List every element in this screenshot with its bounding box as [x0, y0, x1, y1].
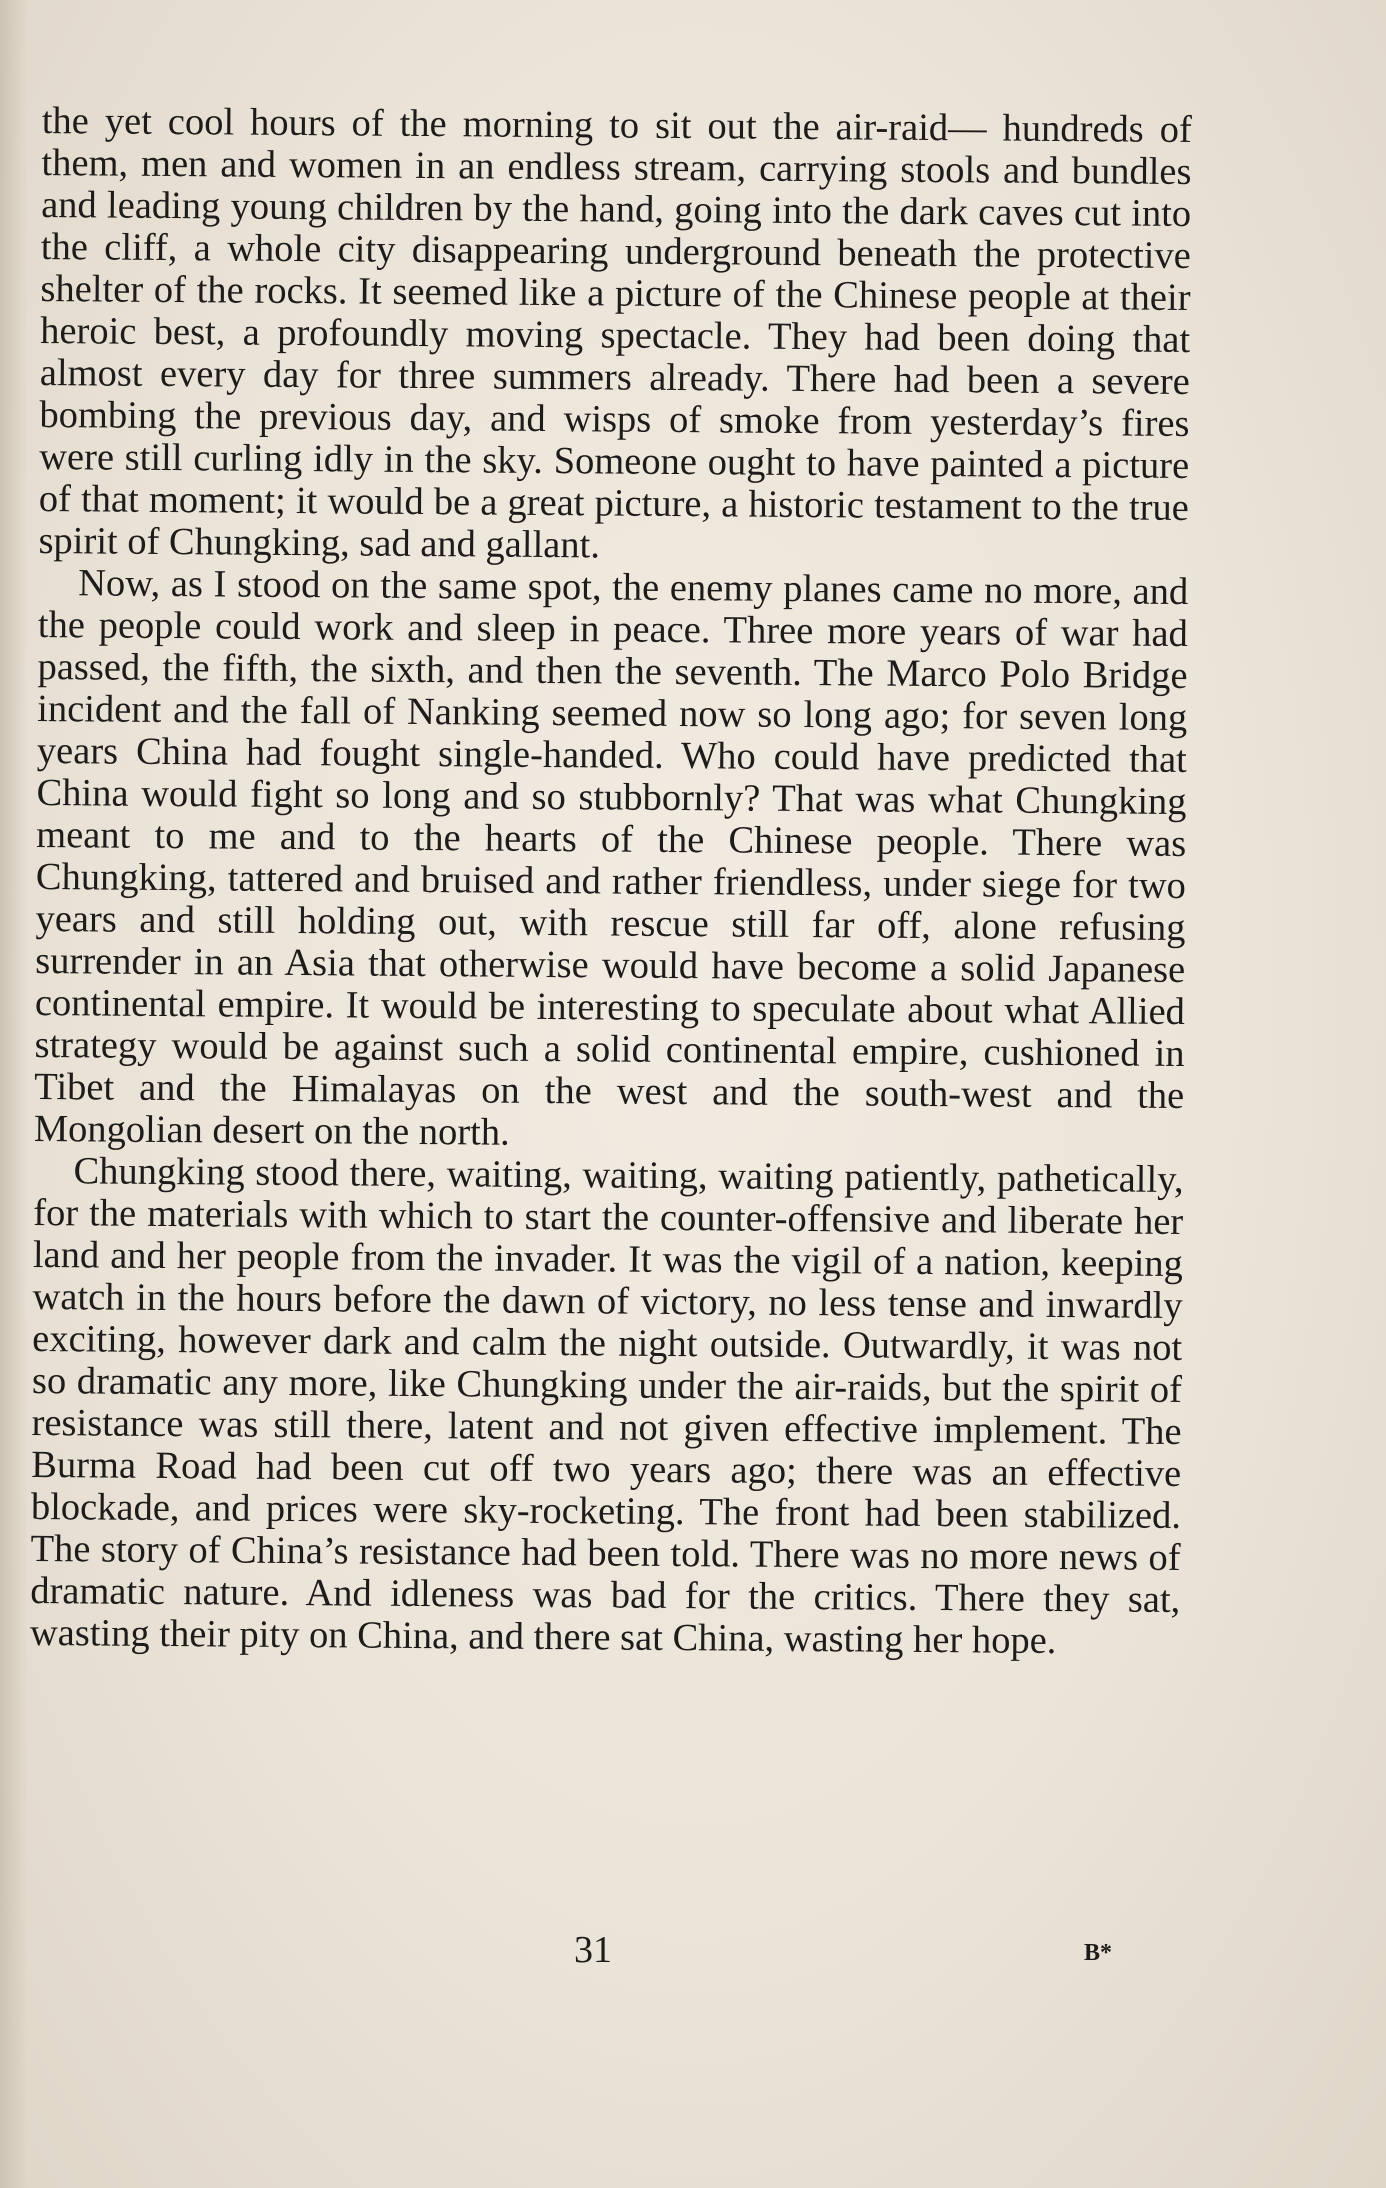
- paragraph-1: the yet cool hours of the morning to sit out the air-raid— hundreds of them, men and women in an endless stream, carrying stools and bundles and leading young children by the hand, going into the dark caves cut into the cliff, a whole city disappearing underground beneath the protective shelter of the rocks. It seemed like a picture of the Chinese people at their heroic best, a profoundly moving spectacle. They had been doing that almost every day for three summers already. There had been a severe bombing the previous day, and wisps of smoke from yesterday’s fires were still curling idly in the sky. Someone ought to have painted a picture of that moment; it would be a great picture, a historic testament to the true spirit of Chungking, sad and gallant.: [38, 100, 1192, 567]
- spine-shadow: [0, 0, 28, 2188]
- page-number: 31: [574, 1929, 612, 1971]
- signature-mark: B*: [1084, 1940, 1113, 1966]
- paragraph-2: Now, as I stood on the same spot, the enemy planes came no more, and the people could work and sleep in peace. Three more years of war had passed, the fifth, the sixth, and then the seventh. The Marco Polo Bridge incident and the fall of Nanking seemed now so long ago; for seven long years China had fought single-handed. Who could have predicted that China would fight so long and so stubbornly? That was what Chungking meant to me and to the hearts of the Chinese people. There was Chungking, tattered and bruised and rather friendless, under siege for two years and still holding out, with rescue still far off, alone refusing surrender in an Asia that otherwise would have become a solid Japanese continental empire. It would be interesting to speculate about what Allied strategy would be against such a solid continental empire, cushioned in Tibet and the Himalayas on the west and the south-west and the Mongolian desert on the north.: [33, 562, 1189, 1154]
- body-text: [30, 100, 1192, 1663]
- paragraph-3: Chungking stood there, waiting, waiting, waiting patiently, pathetically, for the materials with which to start the counter-offensive and liberate her land and her people from the invader. It was the vigil of a nation, keeping watch in the hours before the dawn of victory, no less tense and inwardly exciting, however dark and calm the night outside. Outwardly, it was not so dramatic any more, like Chungking under the air-raids, but the spirit of resistance was still there, latent and not given effective implement. The Burma Road had been cut off two years ago; there was an effective blockade, and prices were sky-rocketing. The front had been stabilized. The story of China’s resistance had been told. There was no more news of dramatic nature. And idleness was bad for the critics. There they sat, wasting their pity on China, and there sat China, wasting her hope.: [29, 1150, 1184, 1663]
